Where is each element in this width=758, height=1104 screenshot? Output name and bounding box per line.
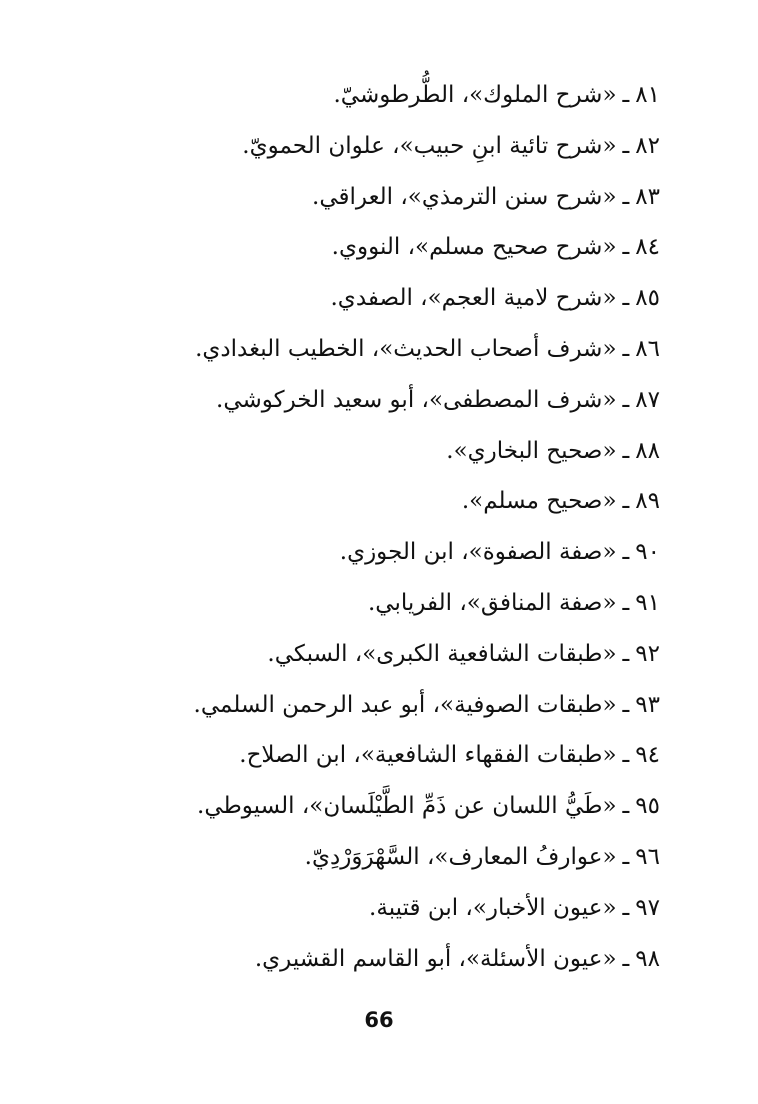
list-item xyxy=(100,527,660,578)
list-item xyxy=(100,121,660,172)
entry-text: «شرف أصحاب الحديث»، الخطيب البغدادي. xyxy=(195,335,617,362)
entry-number: ٩٧ xyxy=(635,894,660,921)
entry-dash: ـ xyxy=(622,945,630,972)
entry-number: ٨٢ xyxy=(635,132,660,159)
entry-number: ٨٦ xyxy=(635,335,660,362)
entry-text: «صفة الصفوة»، ابن الجوزي. xyxy=(339,539,617,566)
entry-text: «عيون الأسئلة»، أبو القاسم القشيري. xyxy=(254,945,617,972)
entry-number: ٨٧ xyxy=(635,386,660,413)
list-item xyxy=(100,273,660,324)
entry-text: «شرح الملوك»، الطُّرطوشيّ. xyxy=(333,82,617,108)
entry-number: ٨٥ xyxy=(635,285,660,312)
list-item xyxy=(100,680,660,731)
entry-dash: ـ xyxy=(622,234,630,261)
entry-text: «طبقات الشافعية الكبرى»، السبكي. xyxy=(267,640,617,667)
entry-text: «عوارفُ المعارف»، السَّهْرَوَرْدِيّ. xyxy=(304,843,617,870)
list-item xyxy=(100,172,660,223)
entry-number: ٨٩ xyxy=(635,488,660,515)
bibliography-list xyxy=(100,70,660,984)
entry-text: «طبقات الفقهاء الشافعية»، ابن الصلاح. xyxy=(239,742,617,769)
list-item xyxy=(100,324,660,375)
entry-dash: ـ xyxy=(622,335,630,362)
entry-dash: ـ xyxy=(622,742,630,769)
list-item xyxy=(100,781,660,832)
entry-number: ٩٦ xyxy=(635,843,660,870)
entry-dash: ـ xyxy=(622,793,630,820)
list-item xyxy=(100,70,660,121)
list-item xyxy=(100,730,660,781)
list-item xyxy=(100,222,660,273)
list-item xyxy=(100,883,660,934)
entry-dash: ـ xyxy=(622,488,630,515)
entry-number: ٨٣ xyxy=(635,183,660,210)
page-number: 66 xyxy=(364,1008,394,1032)
entry-text: «شرح لامية العجم»، الصفدي. xyxy=(330,285,617,312)
list-item xyxy=(100,578,660,629)
entry-number: ٩٢ xyxy=(635,640,660,667)
list-item xyxy=(100,832,660,883)
entry-dash: ـ xyxy=(622,437,630,464)
entry-dash: ـ xyxy=(622,539,630,566)
entry-text: «عيون الأخبار»، ابن قتيبة. xyxy=(369,894,617,921)
entry-text: «طَيُّ اللسان عن ذَمِّ الطَّيْلَسان»، السيوطي. xyxy=(197,793,617,820)
entry-text: «طبقات الصوفية»، أبو عبد الرحمن السلمي. xyxy=(193,691,617,718)
entry-number: ٩٨ xyxy=(635,945,660,972)
entry-number: ٩٠ xyxy=(635,539,660,566)
entry-dash: ـ xyxy=(622,691,630,718)
entry-text: «شرح تائية ابنِ حبيب»، علوان الحمويّ. xyxy=(242,132,617,159)
entry-dash: ـ xyxy=(622,843,630,870)
list-item xyxy=(100,934,660,985)
entry-number: ٩٤ xyxy=(635,742,660,769)
entry-text: «شرح سنن الترمذي»، العراقي. xyxy=(312,183,617,210)
entry-number: ٩٣ xyxy=(635,691,660,718)
entry-dash: ـ xyxy=(622,132,630,159)
entry-dash: ـ xyxy=(622,386,630,413)
entry-number: ٩١ xyxy=(635,589,660,616)
entry-text: «صحيح البخاري». xyxy=(446,437,617,464)
entry-text: «صحيح مسلم». xyxy=(461,488,617,515)
entry-dash: ـ xyxy=(622,285,630,312)
entry-text: «صفة المنافق»، الفريابي. xyxy=(368,589,617,616)
entry-number: ٩٥ xyxy=(635,793,660,820)
entry-dash: ـ xyxy=(622,82,630,108)
entry-number: ٨١ xyxy=(635,82,660,108)
entry-dash: ـ xyxy=(622,589,630,616)
entry-number: ٨٨ xyxy=(635,437,660,464)
entry-dash: ـ xyxy=(622,640,630,667)
entry-number: ٨٤ xyxy=(635,234,660,261)
list-item xyxy=(100,629,660,680)
list-item xyxy=(100,476,660,527)
entry-text: «شرف المصطفى»، أبو سعيد الخركوشي. xyxy=(216,386,617,413)
entry-dash: ـ xyxy=(622,894,630,921)
entry-dash: ـ xyxy=(622,183,630,210)
entry-text: «شرح صحيح مسلم»، النووي. xyxy=(331,234,617,261)
list-item xyxy=(100,426,660,477)
list-item xyxy=(100,375,660,426)
